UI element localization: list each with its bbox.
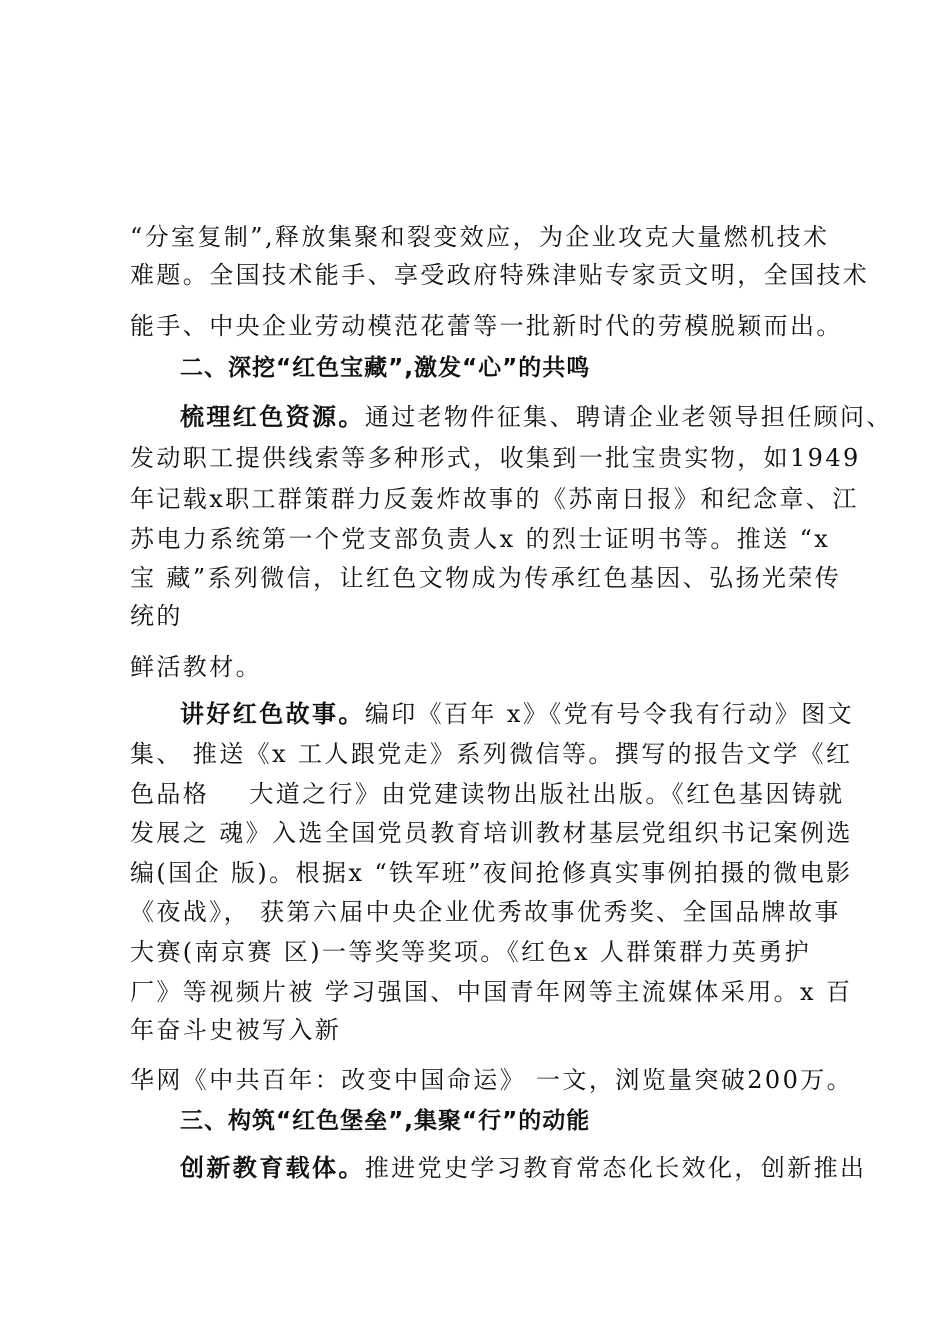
paragraph-line: 大赛(南京赛 区)一等奖等奖项。《红色x 人群策群力英勇护 [130,938,812,966]
paragraph-lead-title: 创新教育载体。 [180,1154,365,1182]
paragraph-line: 集、 推送《x 工人跟党走》系列微信等。撰写的报告文学《红 [130,740,853,768]
paragraph-line: 发展之 魂》入选全国党员教育培训教材基层党组织书记案例选 [130,819,853,847]
paragraph-line: 色品格 大道之行》由党建读物出版社出版。《红色基因铸就 [130,780,845,808]
paragraph-line [180,402,893,432]
paragraph-line: 宝 藏”系列微信，让红色文物成为传承红色基因、弘扬光荣传 [130,564,842,592]
paragraph-text: 通过老物件征集、聘请企业老领导担任顾问、 [364,403,893,431]
paragraph-line: 苏电力系统第一个党支部负责人x 的烈士证明书等。推送 “x [130,525,831,553]
paragraph-line [180,1153,866,1183]
paragraph-line: 年奋斗史被写入新 [130,1016,342,1044]
paragraph-text: 推进党史学习教育常态化长效化，创新推出 [364,1154,867,1182]
paragraph-line: 华网《中共百年：改变中国命运》 一文，浏览量突破200万。 [130,1066,854,1094]
section-heading-3: 三、构筑“红色堡垒”,集聚“行”的动能 [180,1108,591,1134]
intro-line-1: “分室复制”,释放集聚和裂变效应，为企业攻克大量燃机技术 [130,223,830,251]
paragraph-line: 《夜战》， 获第六届中央企业优秀故事优秀奖、全国品牌故事 [130,898,841,926]
paragraph-text: 编印《百年 x》《党有号令我有行动》图文 [364,700,854,728]
paragraph-line: 厂》等视频片被 学习强国、中国青年网等主流媒体采用。x 百 [130,978,853,1006]
paragraph-line: 年记载x职工群策群力反轰炸故事的《苏南日报》和纪念章、江 [130,485,859,513]
intro-line-3: 能手、中央企业劳动模范花蕾等一批新时代的劳模脱颖而出。 [130,312,843,340]
paragraph-lead-title: 梳理红色资源。 [180,403,365,431]
intro-line-2: 难题。全国技术能手、享受政府特殊津贴专家贡文明，全国技术 [130,261,870,289]
paragraph-lead-title: 讲好红色故事。 [180,700,365,728]
section-heading-2: 二、深挖“红色宝藏”,激发“心”的共鸣 [180,355,591,381]
paragraph-line [180,699,854,729]
paragraph-line: 发动职工提供线索等多种形式，收集到一批宝贵实物，如1949 [130,444,861,472]
paragraph-line: 统的 [130,602,183,630]
paragraph-line: 编(国企 版)。根据x “铁军班”夜间抢修真实事例拍摄的微电影 [130,859,853,887]
paragraph-line: 鲜活教材。 [130,653,262,681]
